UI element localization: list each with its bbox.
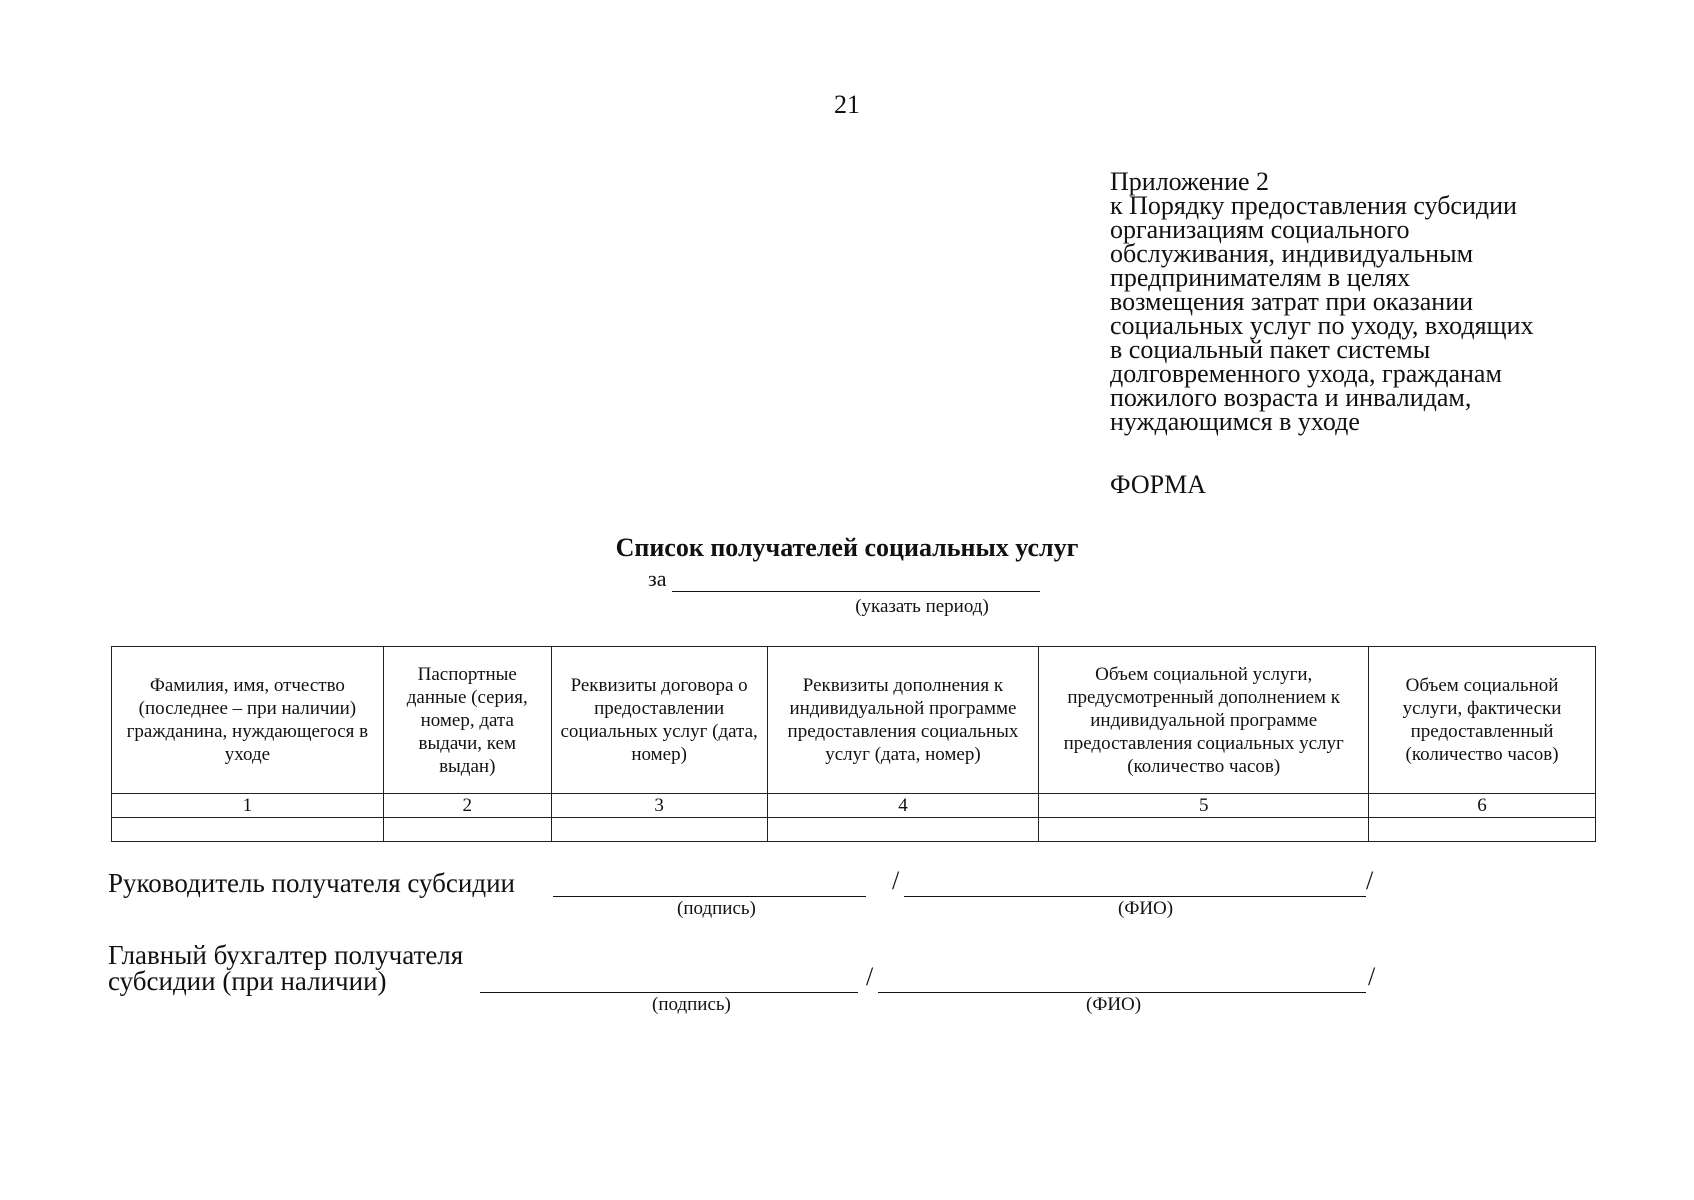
head-signature-line[interactable] <box>553 896 866 897</box>
accountant-signature-caption: (подпись) <box>652 994 731 1015</box>
head-signature-caption: (подпись) <box>677 898 756 919</box>
period-prefix: за <box>648 566 667 591</box>
header-planned-volume: Объем социальной услуги, предусмотренный дополнением к индивидуальной программе предоставления социальных услуг (количество часов) <box>1039 647 1369 794</box>
header-program-addendum: Реквизиты дополнения к индивидуальной программе предоставления социальных услуг (дата, номер) <box>767 647 1039 794</box>
accountant-name-caption: (ФИО) <box>1086 994 1142 1015</box>
appendix-line: Приложение 2 <box>1110 167 1270 196</box>
accountant-role-label <box>108 942 463 994</box>
table-cell[interactable] <box>383 818 551 842</box>
column-number: 6 <box>1369 794 1596 818</box>
table-cell[interactable] <box>1369 818 1596 842</box>
accountant-name-line[interactable] <box>878 992 1366 993</box>
appendix-line: к Порядку предоставления субсидии <box>1110 191 1517 220</box>
appendix-line: долговременного ухода, гражданам <box>1110 359 1502 388</box>
appendix-block <box>1110 167 1630 436</box>
page-number: 21 <box>834 90 860 119</box>
period-row <box>648 566 1040 592</box>
table-number-row <box>112 794 1596 818</box>
table-row <box>112 818 1596 842</box>
recipients-table <box>111 646 1596 842</box>
appendix-line: пожилого возраста и инвалидам, <box>1110 383 1472 412</box>
column-number: 1 <box>112 794 384 818</box>
table-cell[interactable] <box>1039 818 1369 842</box>
accountant-separator: / <box>866 962 874 991</box>
period-hint <box>0 596 1694 618</box>
table-header-row <box>112 647 1596 794</box>
column-number: 3 <box>551 794 767 818</box>
column-number: 5 <box>1039 794 1369 818</box>
head-name-caption: (ФИО) <box>1118 898 1174 919</box>
period-hint-text: (указать период) <box>855 596 989 617</box>
header-passport: Паспортные данные (серия, номер, дата выдачи, кем выдан) <box>383 647 551 794</box>
form-label: ФОРМА <box>1110 470 1206 499</box>
appendix-line: социальных услуг по уходу, входящих <box>1110 311 1534 340</box>
head-name-line[interactable] <box>904 896 1366 897</box>
appendix-line: обслуживания, индивидуальным <box>1110 239 1474 268</box>
head-role-label: Руководитель получателя субсидии <box>108 868 515 898</box>
accountant-role-line: Главный бухгалтер получателя <box>108 940 464 970</box>
accountant-role-line: субсидии (при наличии) <box>108 966 387 996</box>
accountant-signature-line[interactable] <box>480 992 858 993</box>
table-cell[interactable] <box>112 818 384 842</box>
appendix-line: предпринимателям в целях <box>1110 263 1411 292</box>
header-contract: Реквизиты договора о предоставлении социальных услуг (дата, номер) <box>551 647 767 794</box>
head-closing-slash: / <box>1366 866 1374 895</box>
table-cell[interactable] <box>551 818 767 842</box>
header-actual-volume: Объем социальной услуги, фактически предоставленный (количество часов) <box>1369 647 1596 794</box>
header-full-name: Фамилия, имя, отчество (последнее – при наличии) гражданина, нуждающегося в уходе <box>112 647 384 794</box>
column-number: 4 <box>767 794 1039 818</box>
appendix-line: нуждающимся в уходе <box>1110 407 1360 436</box>
period-blank-line[interactable] <box>672 571 1040 592</box>
table-cell[interactable] <box>767 818 1039 842</box>
column-number: 2 <box>383 794 551 818</box>
appendix-line: возмещения затрат при оказании <box>1110 287 1474 316</box>
appendix-line: организациям социального <box>1110 215 1410 244</box>
head-separator: / <box>892 866 900 895</box>
appendix-line: в социальный пакет системы <box>1110 335 1431 364</box>
accountant-closing-slash: / <box>1368 962 1376 991</box>
document-title: Список получателей социальных услуг <box>615 533 1079 562</box>
